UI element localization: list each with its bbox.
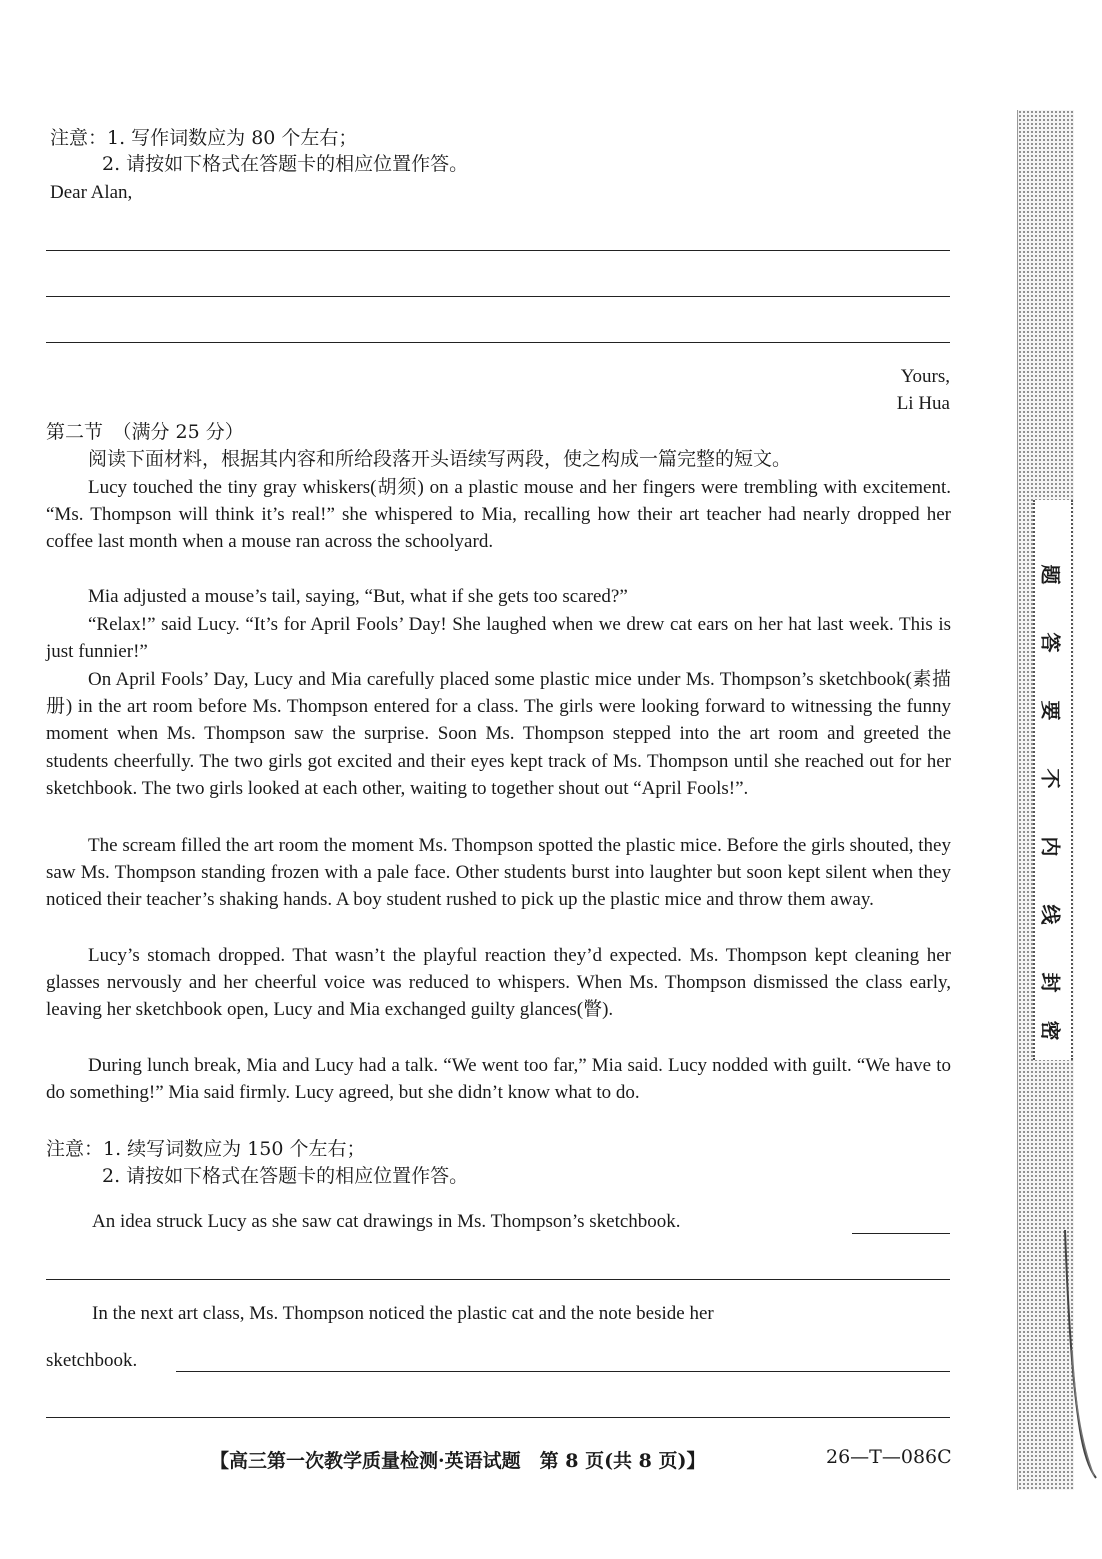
letter-signature: Li Hua	[896, 393, 950, 414]
story-paragraph: “Relax!” said Lucy. “It’s for April Fools’ Day! She laughed when we drew cat ears on her hat last week. This is just funnier!”	[46, 614, 951, 663]
binding-char: 线	[1038, 904, 1063, 925]
binding-curve	[1060, 1230, 1100, 1480]
section-heading: 第二节 （满分 25 分）	[46, 421, 244, 443]
binding-char: 内	[1038, 836, 1063, 857]
story-paragraph: On April Fools’ Day, Lucy and Mia carefully placed some plastic mice under Ms. Thompson’s sketchbook(素描册) in the art room before Ms. Thompson entered for a class. The girls were looking forward to witnessing the funny moment when Ms. Thompson saw the surprise. Soon Ms. Thompson stepped into the art room and greeted the students cheerfully. The two girls got excited and their eyes kept track of Ms. Thompson until she reached out for her sketchbook. The two girls looked at each other, waiting to together shout out “April Fools!”.	[46, 669, 951, 799]
top-note-line-1: 注意：1. 写作词数应为 80 个左右；	[50, 127, 358, 149]
letter-greeting: Dear Alan,	[50, 182, 133, 203]
story-paragraph: During lunch break, Mia and Lucy had a talk. “We went too far,” Mia said. Lucy nodded with guilt. “We have to do something!” Mia said firmly. Lucy agreed, but she didn’t know what to do.	[46, 1055, 951, 1104]
top-note-line-2: 2. 请按如下格式在答题卡的相应位置作答。	[102, 153, 469, 175]
footer-title: 【高三第一次教学质量检测·英语试题 第 8 页(共 8 页)】	[210, 1450, 706, 1472]
prompt-2-line-1	[46, 1300, 951, 1327]
story-paragraph: Mia adjusted a mouse’s tail, saying, “But, what if she gets too scared?”	[88, 586, 628, 607]
story-paragraph: Lucy touched the tiny gray whiskers(胡须) on a plastic mouse and her fingers were trembling with excitement. “Ms. Thompson will think it’s real!” she whispered to Mia, recalling how their art teacher had nearly dropped her coffee last month when a mouse ran across the schoolyard.	[46, 477, 951, 553]
binding-char: 密	[1038, 1020, 1063, 1041]
story-paragraph: Lucy’s stomach dropped. That wasn’t the playful reaction they’d expected. Ms. Thompson kept cleaning her glasses nervously and her cheerful voice was reduced to whispers. When Ms. Thompson dismissed the class early, leaving her sketchbook open, Lucy and Mia exchanged guilty glances(瞥).	[46, 945, 951, 1021]
story-paragraph: The scream filled the art room the moment Ms. Thompson spotted the plastic mice. Before the girls shouted, they saw Ms. Thompson standing frozen with a pale face. Other students burst into laughter but soon kept silent when they noticed their teacher’s shaking hands. A boy student rushed to pick up the plastic mice and throw them away.	[46, 835, 951, 911]
prompt-2-line-2: sketchbook.	[46, 1350, 138, 1371]
letter-closing: Yours,	[900, 366, 950, 387]
binding-char: 要	[1038, 700, 1063, 721]
binding-char: 题	[1038, 564, 1063, 585]
section-instruction: 阅读下面材料，根据其内容和所给段落开头语续写两段，使之构成一篇完整的短文。	[88, 448, 792, 470]
continuation-note-line-2: 2. 请按如下格式在答题卡的相应位置作答。	[102, 1165, 469, 1187]
binding-char: 封	[1038, 972, 1063, 993]
writing-line	[46, 1279, 950, 1280]
continuation-note-line-1: 注意：1. 续写词数应为 150 个左右；	[46, 1138, 366, 1160]
prompt-2-text: In the next art class, Ms. Thompson noticed the plastic cat and the note beside her	[92, 1303, 714, 1324]
writing-line	[176, 1371, 950, 1372]
writing-line	[46, 1417, 950, 1418]
writing-line	[46, 296, 950, 297]
binding-char: 答	[1038, 632, 1063, 653]
writing-line	[46, 342, 950, 343]
paper-code: 26—T—086C	[826, 1446, 952, 1468]
binding-char: 不	[1038, 768, 1063, 789]
prompt-1: An idea struck Lucy as she saw cat drawings in Ms. Thompson’s sketchbook.	[92, 1211, 681, 1232]
writing-line	[852, 1233, 950, 1234]
writing-line	[46, 250, 950, 251]
